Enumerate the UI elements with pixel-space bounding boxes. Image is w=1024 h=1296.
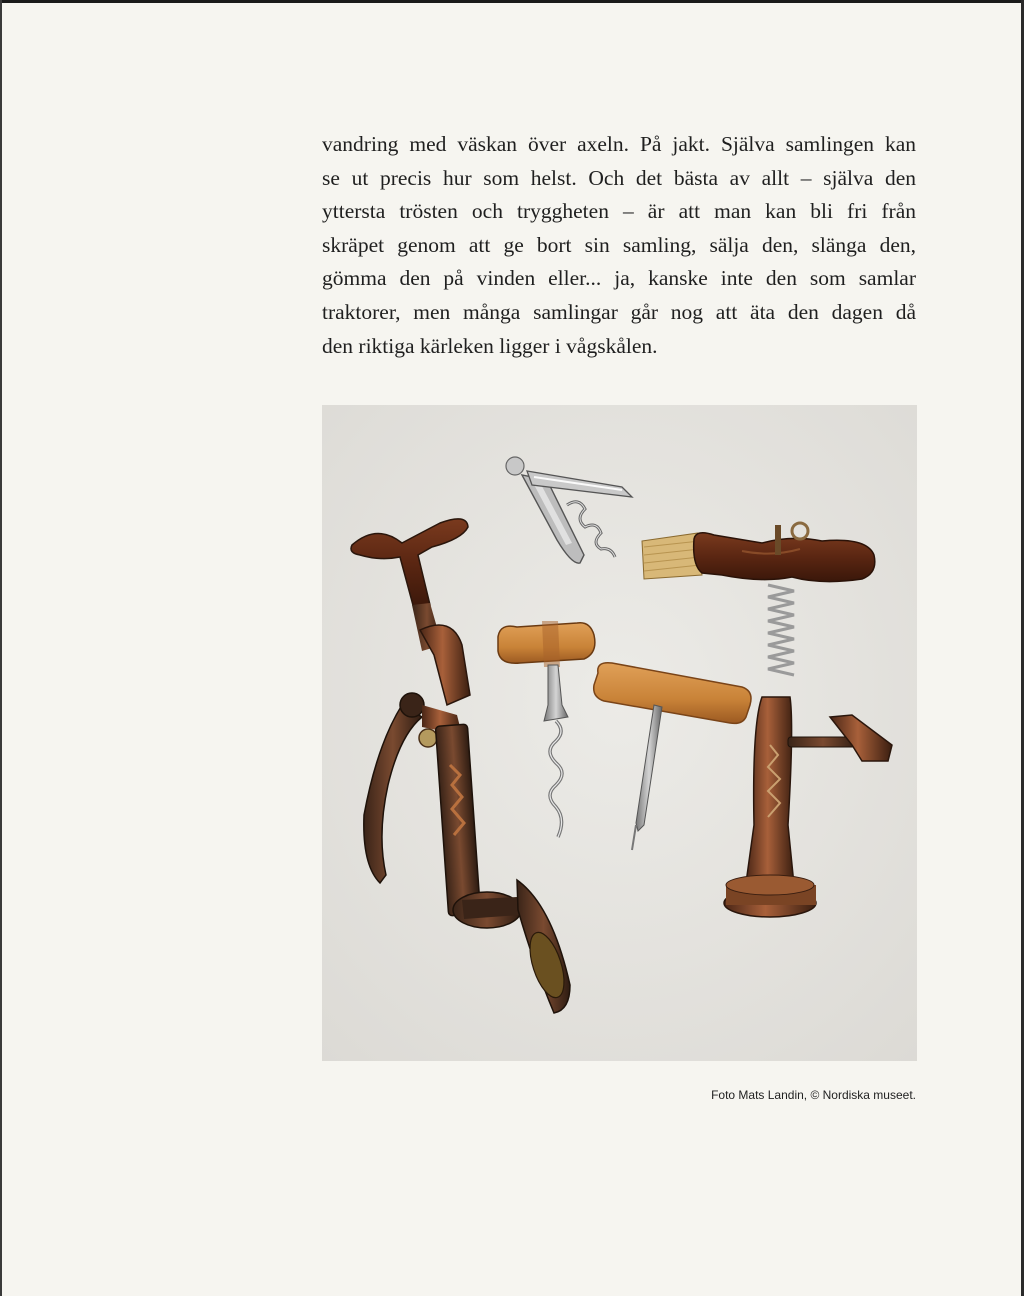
paragraph-line-3: yttersta trösten och tryggheten – är att man kan bli fri från [322,199,916,224]
photo-caption: Foto Mats Landin, © Nordiska museet. [711,1088,916,1102]
paragraph-line-6: traktorer, men många samlingar går nog att äta den dagen då [322,299,916,324]
paragraph-line-1: vandring med väskan över axeln. På jakt. Själva samlingen kan [322,132,916,156]
body-paragraph [322,128,916,363]
page-edge-top [0,0,1024,3]
paragraph-line-5: gömma den på vinden eller... ja, kanske inte den som samlar [322,266,916,291]
paragraph-line-7: den riktiga kärleken ligger i vågskålen. [322,333,658,358]
paragraph-line-2: se ut precis hur som helst. Och det bästa av allt – själva den [322,165,916,190]
page-edge-left [0,0,2,1296]
paragraph-line-4: skräpet genom att ge bort sin samling, sälja den, slänga den, [322,232,916,257]
corkscrew-photo [322,405,917,1061]
